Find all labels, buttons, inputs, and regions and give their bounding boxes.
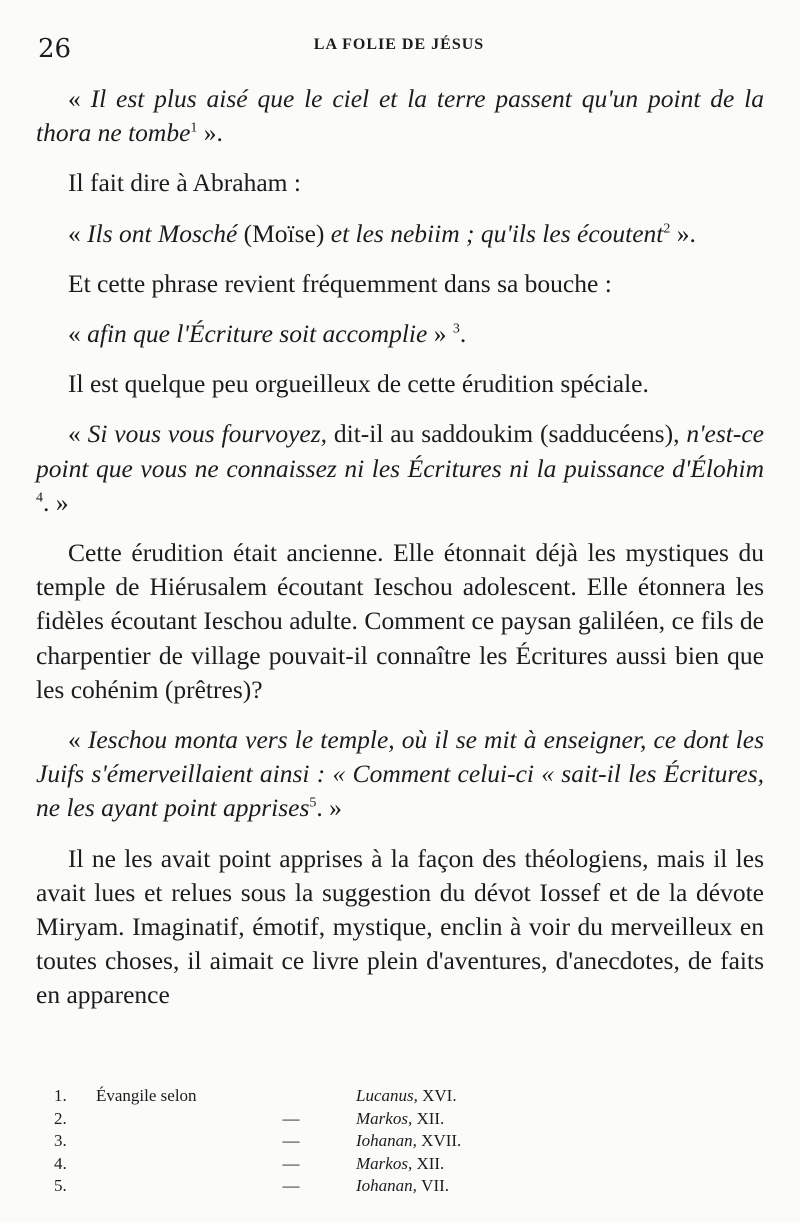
text-run: Cette érudition était ancienne. Elle étonnait déjà les mystiques du temple de Hiérusalem écoutant Ieschou adolescent. Elle étonnera les fidèles écoutant Ieschou adulte. Comment ce paysan galiléen, ce fils de charpentier de village pouvait-il connaître les Écritures aussi bien que les cohénim (prêtres)?: [36, 538, 764, 704]
footnote-chapter: XII.: [412, 1153, 445, 1173]
footnote-chapter: XII.: [412, 1108, 445, 1128]
paragraph: [36, 842, 764, 1013]
text-run: ».: [197, 118, 223, 148]
footnote-ref: 5: [309, 795, 317, 811]
footnote-number: 2.: [54, 1108, 67, 1128]
italic-text: Ils ont Mosché: [87, 218, 238, 248]
text-run: .: [459, 319, 467, 349]
text-run: «: [68, 725, 88, 755]
page-header: [38, 32, 760, 62]
footnote: [54, 1108, 461, 1131]
footnote-number: 1.: [54, 1086, 67, 1105]
footnote-chapter: VII.: [416, 1176, 450, 1195]
footnote: [54, 1130, 461, 1153]
text-run: (Moïse): [237, 218, 331, 248]
footnote-ref: 4: [36, 490, 43, 506]
footnote-source: [96, 1153, 226, 1176]
footnote-number: 5.: [54, 1176, 67, 1195]
footnote-ditto: [226, 1085, 356, 1108]
text-run: . »: [43, 487, 69, 517]
paragraph: [36, 217, 764, 251]
footnote-chapter: XVII.: [416, 1131, 462, 1150]
footnote-source: [96, 1108, 226, 1131]
paragraph: [36, 267, 764, 301]
italic-text: n'est-ce point que vous ne connaissez ni les Écritures ni la puissance d'Élohim: [36, 419, 764, 483]
footnote-ref: 2: [663, 221, 671, 237]
page-number: 26: [38, 34, 72, 64]
footnote-number: 4.: [54, 1153, 67, 1173]
text-run: «: [68, 218, 88, 248]
paragraph: [36, 166, 764, 200]
footnote-ref: 3: [452, 321, 460, 337]
paragraph: [36, 536, 764, 707]
italic-text: afin que l'Écriture soit accomplie: [87, 319, 428, 349]
footnote-ditto: —: [282, 1153, 300, 1173]
footnote-author: Markos,: [356, 1153, 413, 1173]
text-run: «: [68, 84, 91, 113]
text-run: Il ne les avait point apprises à la façon des théologiens, mais il les avait lues et relues sous la suggestion du dévot Iossef et de la dévote Miryam. Imaginatif, émotif, mystique, enclin à voir du merveilleux en toutes choses, il aimait ce livre plein d'aventures, d'anecdotes, de faits en apparence: [36, 843, 764, 1010]
footnote-author: Lucanus,: [356, 1086, 418, 1105]
italic-text: Ieschou monta vers le temple, où il se mit à enseigner, ce dont les Juifs s'émerveillaient ainsi : « Comment celui-ci « sait-il les Écritures, ne les ayant point apprises: [36, 725, 764, 823]
text-run: Il fait dire à Abraham :: [68, 168, 301, 198]
text-run: . »: [316, 793, 342, 823]
text-run: ».: [670, 218, 696, 248]
footnote-source: [96, 1175, 226, 1198]
text-run: »: [427, 319, 453, 349]
footnote-number: 3.: [54, 1131, 67, 1150]
footnote-ref: 1: [190, 120, 198, 136]
running-title: LA FOLIE DE JÉSUS: [313, 36, 485, 53]
text-run: «: [68, 419, 88, 449]
footnote-ditto: —: [282, 1176, 300, 1195]
footnote-chapter: XVI.: [417, 1086, 457, 1105]
footnote-ditto: —: [282, 1131, 300, 1150]
footnote-author: Iohanan,: [356, 1131, 417, 1150]
paragraph: [36, 317, 764, 351]
footnote-author: Markos,: [356, 1108, 413, 1128]
text-run: Il est quelque peu orgueilleux de cette érudition spéciale.: [68, 369, 649, 399]
paragraph: [36, 723, 764, 826]
italic-text: Il est plus aisé que le ciel et la terre passent qu'un point de la thora ne tombe: [36, 84, 764, 148]
text-run: dit-il au saddoukim (sadducéens),: [327, 419, 687, 449]
footnote: [54, 1085, 461, 1108]
footnote: [54, 1175, 461, 1198]
body-text: [36, 82, 764, 1029]
italic-text: Si vous vous fourvoyez,: [87, 419, 328, 449]
footnotes: [54, 1085, 461, 1198]
paragraph: [36, 82, 764, 150]
footnote: [54, 1153, 461, 1176]
footnote-source: [96, 1130, 226, 1153]
paragraph: [36, 367, 764, 401]
text-run: Et cette phrase revient fréquemment dans sa bouche :: [68, 268, 612, 298]
footnote-source: Évangile selon: [96, 1086, 197, 1105]
footnote-ditto: —: [282, 1108, 300, 1128]
italic-text: et les nebiim ; qu'ils les écoutent: [330, 218, 664, 248]
text-run: «: [68, 319, 88, 349]
footnote-author: Iohanan,: [356, 1176, 417, 1195]
paragraph: [36, 417, 764, 520]
